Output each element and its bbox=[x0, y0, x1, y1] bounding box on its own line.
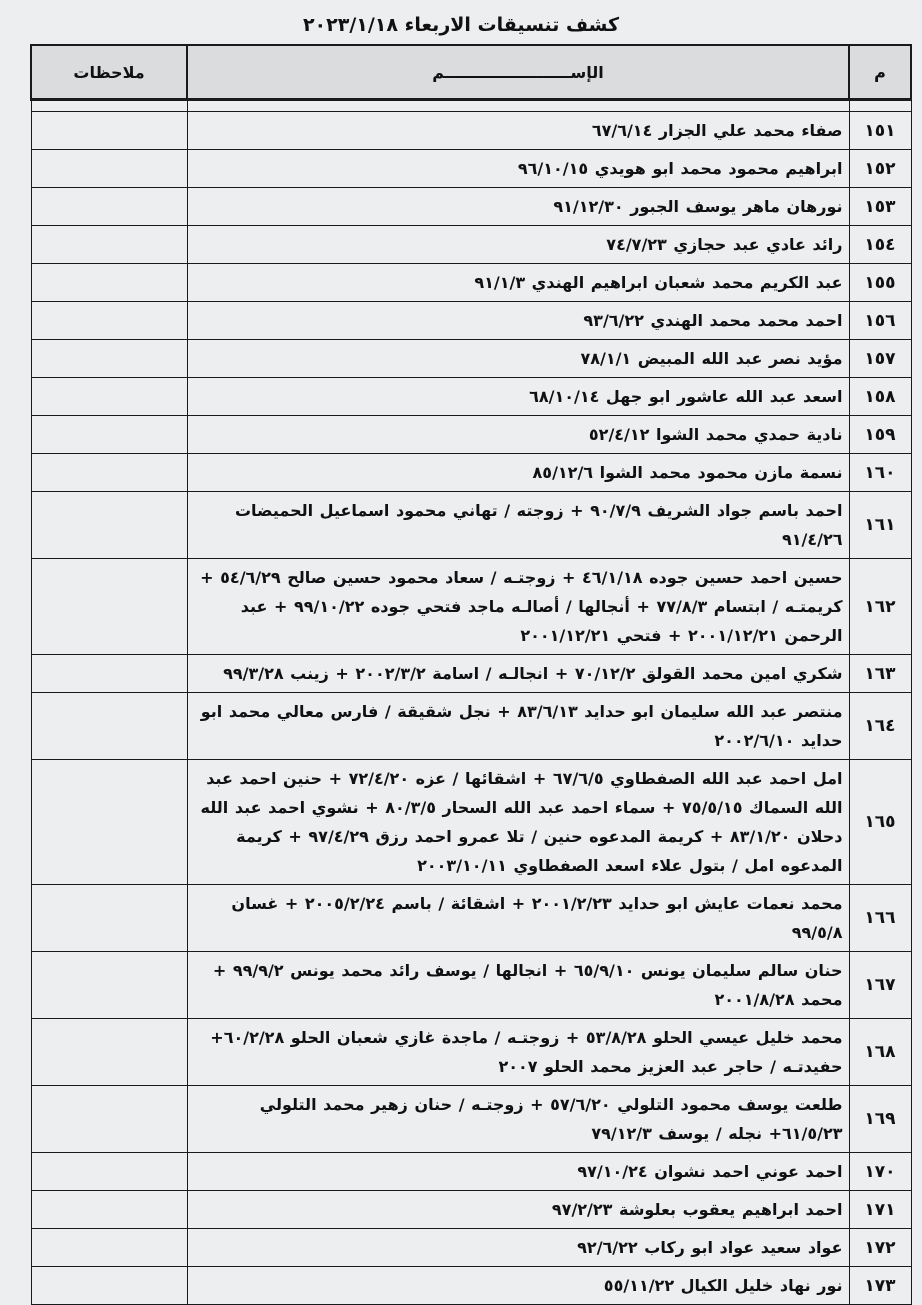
table-row bbox=[31, 952, 911, 1019]
row-name: منتصر عبد الله سليمان ابو حدايد ٨٣/٦/١٣ + نجل شقيقة / فارس معالي محمد ابو حدايد ٢٠٠٢/٦/١٠ bbox=[187, 693, 849, 760]
page-title: كشف تنسيقات الاربعاء ٢٠٢٣/١/١٨ bbox=[302, 14, 620, 36]
row-number: ١٥٦ bbox=[849, 302, 911, 340]
row-number: ١٧٢ bbox=[849, 1229, 911, 1267]
table-row bbox=[31, 1267, 911, 1305]
table-row bbox=[31, 885, 911, 952]
row-notes bbox=[31, 885, 187, 952]
table-row bbox=[31, 416, 911, 454]
row-notes bbox=[31, 760, 187, 885]
table-row bbox=[31, 188, 911, 226]
row-notes bbox=[31, 188, 187, 226]
row-notes bbox=[31, 226, 187, 264]
table-row bbox=[31, 112, 911, 150]
row-number: ١٥٤ bbox=[849, 226, 911, 264]
table-row bbox=[31, 1019, 911, 1086]
row-number: ١٦٦ bbox=[849, 885, 911, 952]
row-name: محمد خليل عيسي الحلو ٥٣/٨/٢٨ + زوجتـه / ماجدة غازي شعبان الحلو ٦٠/٢/٢٨+ حفيدتـه / حاجر عبد العزيز محمد الحلو ٢٠٠٧ bbox=[187, 1019, 849, 1086]
table-row bbox=[31, 454, 911, 492]
row-notes bbox=[31, 150, 187, 188]
row-name: محمد نعمات عايش ابو حدايد ٢٠٠١/٢/٢٣ + اشقائة / باسم ٢٠٠٥/٢/٢٤ + غسان ٩٩/٥/٨ bbox=[187, 885, 849, 952]
row-name: عبد الكريم محمد شعبان ابراهيم الهندي ٩١/١/٣ bbox=[187, 264, 849, 302]
row-number: ١٥٥ bbox=[849, 264, 911, 302]
table-row bbox=[31, 693, 911, 760]
table-row bbox=[31, 1153, 911, 1191]
row-name: شكري امين محمد القولق ٧٠/١٢/٢ + انجالـه / اسامة ٢٠٠٢/٣/٢ + زينب ٩٩/٣/٢٨ bbox=[187, 655, 849, 693]
row-name: حسين احمد حسين جوده ٤٦/١/١٨ + زوجتـه / سعاد محمود حسين صالح ٥٤/٦/٢٩ + كريمتـه / ابتسام ٧٧/٨/٣ + أنجالها / أصالـه ماجد فتحي جوده ٩٩/١٠/٢٢ + عبد الرحمن ٢٠٠١/١٢/٢١ + فتحي ٢٠٠١/١٢/٢١ bbox=[187, 559, 849, 655]
row-number: ١٧١ bbox=[849, 1191, 911, 1229]
row-notes bbox=[31, 378, 187, 416]
row-notes bbox=[31, 340, 187, 378]
table-row bbox=[31, 492, 911, 559]
table-body bbox=[31, 100, 911, 1305]
row-name: صفاء محمد علي الجزار ٦٧/٦/١٤ bbox=[187, 112, 849, 150]
row-name: مؤيد نصر عبد الله المبيض ٧٨/١/١ bbox=[187, 340, 849, 378]
table-header-row bbox=[31, 45, 911, 100]
table-row bbox=[31, 264, 911, 302]
row-notes bbox=[31, 454, 187, 492]
row-name: رائد عادي عبد حجازي ٧٤/٧/٢٣ bbox=[187, 226, 849, 264]
table-row bbox=[31, 1191, 911, 1229]
row-notes bbox=[31, 264, 187, 302]
row-name: احمد محمد محمد الهندي ٩٣/٦/٢٢ bbox=[187, 302, 849, 340]
row-notes bbox=[31, 1191, 187, 1229]
row-notes bbox=[31, 302, 187, 340]
row-notes bbox=[31, 1019, 187, 1086]
header-spacer-row bbox=[31, 100, 911, 112]
notes-column-header: ملاحظات bbox=[31, 45, 187, 100]
row-number: ١٥١ bbox=[849, 112, 911, 150]
row-number: ١٦٥ bbox=[849, 760, 911, 885]
table-row bbox=[31, 378, 911, 416]
row-name: نور نهاد خليل الكيال ٥٥/١١/٢٢ bbox=[187, 1267, 849, 1305]
row-notes bbox=[31, 416, 187, 454]
row-name: طلعت يوسف محمود التلولي ٥٧/٦/٢٠ + زوجتـه / حنان زهير محمد التلولي ٦١/٥/٢٣+ نجله / يوسف ٧٩/١٢/٣ bbox=[187, 1086, 849, 1153]
row-number: ١٦٨ bbox=[849, 1019, 911, 1086]
coordination-sheet bbox=[30, 44, 912, 1305]
row-number: ١٥٧ bbox=[849, 340, 911, 378]
row-number: ١٥٢ bbox=[849, 150, 911, 188]
row-name: نسمة مازن محمود محمد الشوا ٨٥/١٢/٦ bbox=[187, 454, 849, 492]
row-name: نادية حمدي محمد الشوا ٥٢/٤/١٢ bbox=[187, 416, 849, 454]
table-row bbox=[31, 1086, 911, 1153]
row-number: ١٦٠ bbox=[849, 454, 911, 492]
table-row bbox=[31, 655, 911, 693]
table-row bbox=[31, 226, 911, 264]
table-row bbox=[31, 760, 911, 885]
table-row bbox=[31, 340, 911, 378]
row-name: اسعد عبد الله عاشور ابو جهل ٦٨/١٠/١٤ bbox=[187, 378, 849, 416]
row-notes bbox=[31, 1229, 187, 1267]
name-column-header: الإســـــــــــــــــــــــم bbox=[187, 45, 849, 100]
table-row bbox=[31, 559, 911, 655]
row-name: عواد سعيد عواد ابو ركاب ٩٢/٦/٢٢ bbox=[187, 1229, 849, 1267]
row-number: ١٦٧ bbox=[849, 952, 911, 1019]
row-number: ١٧٠ bbox=[849, 1153, 911, 1191]
number-column-header: م bbox=[849, 45, 911, 100]
row-notes bbox=[31, 1086, 187, 1153]
row-name: حنان سالم سليمان يونس ٦٥/٩/١٠ + انجالها / يوسف رائد محمد يونس ٩٩/٩/٢ + محمد ٢٠٠١/٨/٢٨ bbox=[187, 952, 849, 1019]
row-notes bbox=[31, 492, 187, 559]
table-row bbox=[31, 1229, 911, 1267]
row-number: ١٧٣ bbox=[849, 1267, 911, 1305]
row-number: ١٥٩ bbox=[849, 416, 911, 454]
row-notes bbox=[31, 952, 187, 1019]
row-number: ١٥٣ bbox=[849, 188, 911, 226]
row-notes bbox=[31, 559, 187, 655]
row-name: امل احمد عبد الله الصفطاوي ٦٧/٦/٥ + اشقائها / عزه ٧٢/٤/٢٠ + حنين احمد عبد الله السماك ٧٥/٥/١٥ + سماء احمد عبد الله السحار ٨٠/٣/٥ + نشوي احمد عبد الله دحلان ٨٣/١/٢٠ + كريمة المدعوه حنين / تلا عمرو احمد رزق ٩٧/٤/٢٩ + كريمة المدعوه امل / بتول علاء اسعد الصفطاوي ٢٠٠٣/١٠/١١ bbox=[187, 760, 849, 885]
table-row bbox=[31, 150, 911, 188]
row-notes bbox=[31, 112, 187, 150]
row-name: ابراهيم محمود محمد ابو هويدي ٩٦/١٠/١٥ bbox=[187, 150, 849, 188]
row-name: احمد ابراهيم يعقوب بعلوشة ٩٧/٢/٢٣ bbox=[187, 1191, 849, 1229]
row-notes bbox=[31, 1153, 187, 1191]
row-number: ١٦٣ bbox=[849, 655, 911, 693]
row-number: ١٦٢ bbox=[849, 559, 911, 655]
row-notes bbox=[31, 655, 187, 693]
row-number: ١٦٤ bbox=[849, 693, 911, 760]
row-number: ١٥٨ bbox=[849, 378, 911, 416]
table-row bbox=[31, 302, 911, 340]
row-number: ١٦١ bbox=[849, 492, 911, 559]
row-number: ١٦٩ bbox=[849, 1086, 911, 1153]
row-notes bbox=[31, 1267, 187, 1305]
row-name: احمد باسم جواد الشريف ٩٠/٧/٩ + زوجته / تهاني محمود اسماعيل الحميضات ٩١/٤/٢٦ bbox=[187, 492, 849, 559]
row-notes bbox=[31, 693, 187, 760]
row-name: احمد عوني احمد نشوان ٩٧/١٠/٢٤ bbox=[187, 1153, 849, 1191]
names-table bbox=[30, 44, 912, 1305]
row-name: نورهان ماهر يوسف الجبور ٩١/١٢/٣٠ bbox=[187, 188, 849, 226]
